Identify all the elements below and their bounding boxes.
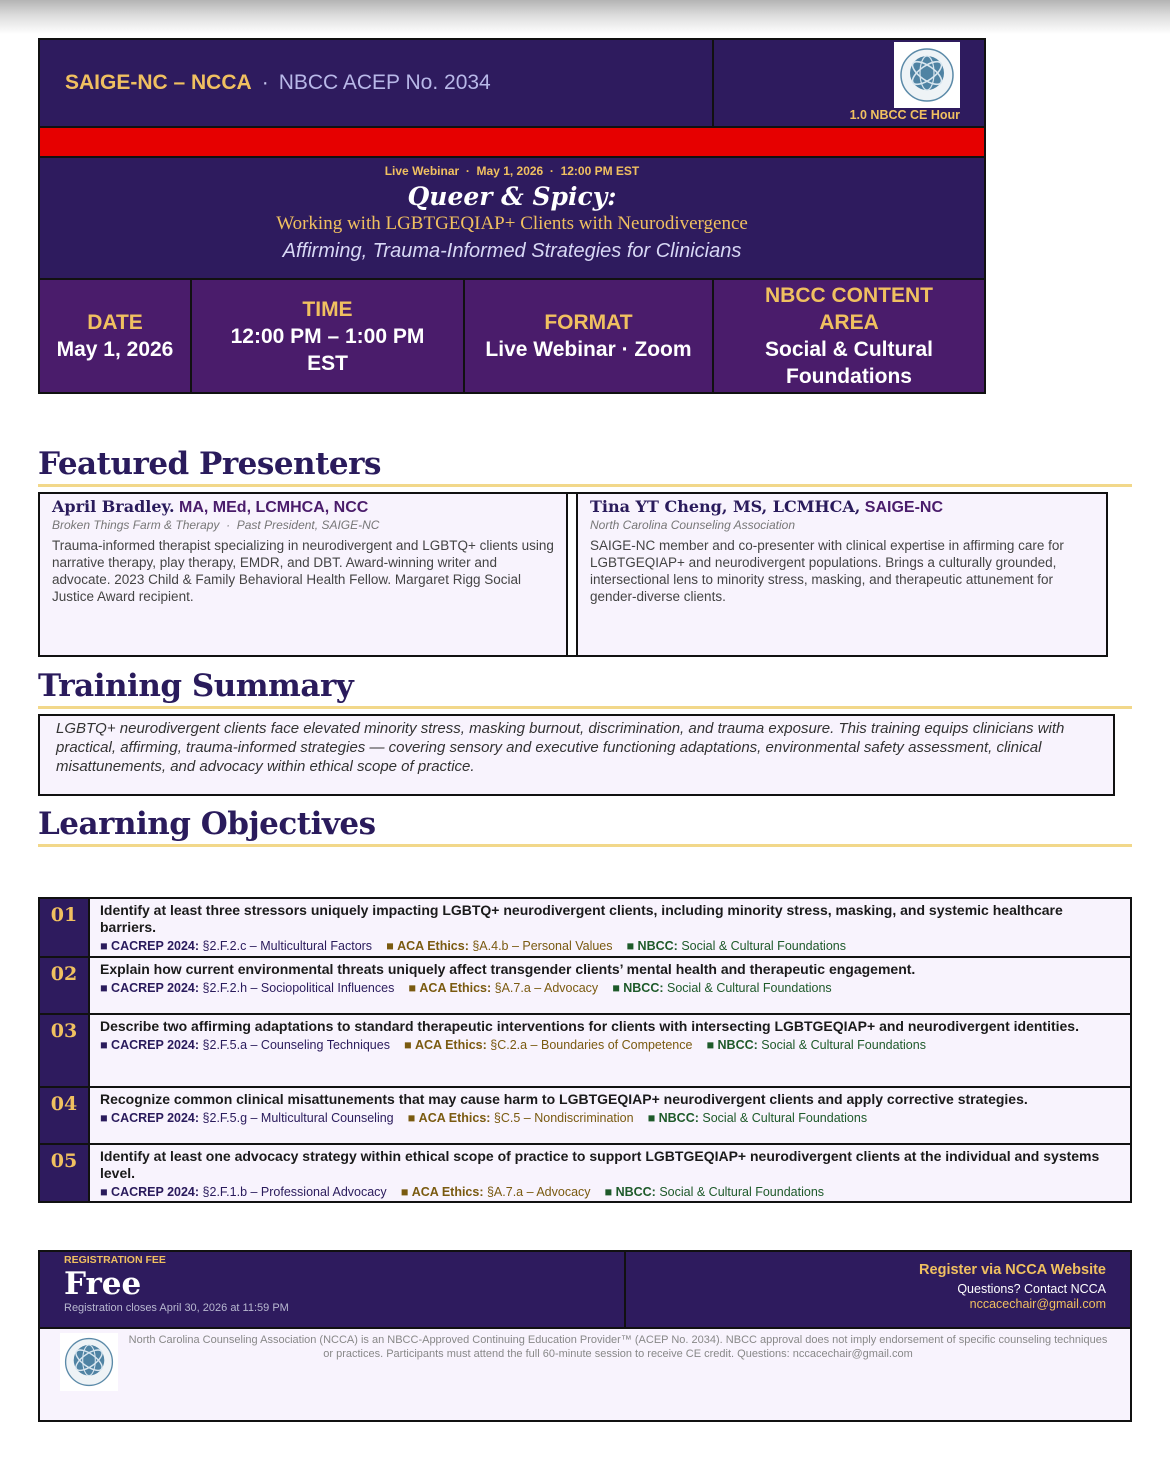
presenter-card <box>576 492 1108 657</box>
presenter-affiliation: Broken Things Farm & Therapy · Past President, SAIGE-NC <box>52 518 380 532</box>
event-header <box>38 38 986 394</box>
tag-nbcc <box>627 939 847 953</box>
registration-footer <box>38 1250 1132 1422</box>
presenter-bio: SAIGE-NC member and co-presenter with clinical expertise in affirming care for LGBTGEQIAP+ and neurodivergent populations. Brings a culturally grounded, intersectional lens to minority stress, masking, and therapeutic attunement for gender-diverse clients. <box>590 538 1064 604</box>
footer-top-row <box>40 1252 1130 1329</box>
event-tagline: Affirming, Trauma-Informed Strategies for Clinicians <box>282 240 742 262</box>
tag-label: NBCC: <box>637 939 678 953</box>
presenter-credentials: SAIGE-NC <box>864 499 944 516</box>
event-title: Queer & Spicy: <box>407 182 617 211</box>
tag-aca <box>401 1185 591 1199</box>
tag-aca <box>404 1038 693 1052</box>
objective-text: Recognize common clinical misattunements that may cause harm to LGBTGEQIAP+ neurodivergent clients and apply corrective strategies. <box>100 1091 1028 1107</box>
tag-label: ACA Ethics: <box>397 939 469 953</box>
bullet-icon: ■ <box>400 1185 409 1199</box>
objective-row <box>40 1088 1130 1145</box>
tag-cacrep <box>100 939 372 953</box>
footer-disclaimer-row <box>40 1329 1130 1420</box>
tag-value: Social & Cultural Foundations <box>659 1185 825 1199</box>
acep-number: NBCC ACEP No. 2034 <box>278 71 491 94</box>
bullet-icon: ■ <box>626 939 635 953</box>
tag-label: CACREP 2024: <box>111 939 200 953</box>
tag-label: ACA Ethics: <box>418 1111 491 1125</box>
objective-body <box>90 1088 1130 1143</box>
presenter-name <box>52 497 554 517</box>
tag-nbcc <box>648 1111 868 1125</box>
section-heading-presenters: Featured Presenters <box>38 446 1132 487</box>
objective-row <box>40 1145 1130 1203</box>
fee-value: Free <box>64 1266 142 1302</box>
tag-cacrep <box>100 1185 387 1199</box>
objective-number: 02 <box>40 958 90 1013</box>
objective-number: 03 <box>40 1015 90 1086</box>
section-heading-objectives: Learning Objectives <box>38 806 1132 847</box>
bullet-icon: ■ <box>386 939 394 953</box>
tag-value: §A.7.a – Advocacy <box>486 1185 591 1199</box>
tag-value: §2.F.1.b – Professional Advocacy <box>202 1185 387 1199</box>
info-label: DATE <box>87 311 143 334</box>
bullet-icon: ■ <box>706 1038 715 1052</box>
tag-cacrep <box>100 1038 390 1052</box>
bullet-icon: ■ <box>647 1111 656 1125</box>
info-label: FORMAT <box>544 311 633 334</box>
header-org-block <box>40 40 714 126</box>
tag-nbcc <box>612 981 832 995</box>
objective-text: Describe two affirming adaptations to standard therapeutic interventions for clients with intersecting LGBTGEQIAP+ and neurodivergent identities. <box>100 1018 1079 1034</box>
presenter-name <box>590 497 1094 517</box>
objective-number: 05 <box>40 1145 90 1201</box>
registration-deadline: Registration closes April 30, 2026 at 11:59 PM <box>64 1302 289 1314</box>
presenter-name-text: April Bradley. <box>52 497 175 516</box>
tag-label: ACA Ethics: <box>419 981 492 995</box>
objective-row <box>40 958 1130 1015</box>
section-heading-summary: Training Summary <box>38 668 1132 709</box>
objective-text: Identify at least three stressors uniquely impacting LGBTQ+ neurodivergent clients, including minority stress, masking, and systemic healthcare barriers. <box>100 902 1063 935</box>
objective-body <box>90 899 1130 956</box>
info-value: 12:00 PM – 1:00 PM EST <box>230 324 425 375</box>
register-link[interactable]: Register via NCCA Website <box>919 1262 1106 1278</box>
tag-label: CACREP 2024: <box>111 1038 200 1052</box>
info-value: Social & Cultural Foundations <box>764 338 934 388</box>
tag-label: CACREP 2024: <box>111 981 200 995</box>
bullet-icon: ■ <box>100 1038 108 1052</box>
info-label: TIME <box>302 297 353 321</box>
presenter-credentials: MA, MEd, LCMHCA, NCC <box>179 499 369 516</box>
tag-value: Social & Cultural Foundations <box>681 939 846 953</box>
tag-value: Social & Cultural Foundations <box>667 981 832 995</box>
bullet-icon: ■ <box>612 981 620 995</box>
info-content-area <box>714 280 984 392</box>
objective-row <box>40 899 1130 958</box>
tag-label: CACREP 2024: <box>111 1111 200 1125</box>
tag-value: §2.F.5.g – Multicultural Counseling <box>202 1111 394 1125</box>
info-time <box>192 280 465 392</box>
event-subtitle: Working with LGBTGEQIAP+ Clients with Neurodivergence <box>276 213 748 234</box>
fee-block <box>40 1252 626 1327</box>
tag-label: NBCC: <box>615 1185 656 1199</box>
presenter-name-text: Tina YT Cheng, MS, LCMHCA, <box>590 497 861 516</box>
fee-label: REGISTRATION FEE <box>64 1254 166 1266</box>
bullet-icon: ■ <box>403 1038 412 1052</box>
header-top-row <box>40 40 984 128</box>
tag-aca <box>408 981 598 995</box>
tag-value: §2.F.2.h – Sociopolitical Influences <box>202 981 395 995</box>
bullet-icon: ■ <box>408 981 416 995</box>
top-shadow <box>0 0 1170 34</box>
tag-cacrep <box>100 1111 394 1125</box>
objective-tags <box>100 1185 1120 1199</box>
presenter-bio: Trauma-informed therapist specializing in neurodivergent and LGBTQ+ clients using narrative therapy, play therapy, EMDR, and DBT. Award-winning writer and advocate. 2023 Child & Family Behavioral Health Fellow. Margaret Rigg Social Justice Award recipient. <box>52 538 554 604</box>
separator: · <box>261 71 269 94</box>
objective-tags <box>100 981 1120 995</box>
bullet-icon: ■ <box>604 1185 613 1199</box>
bullet-icon: ■ <box>100 939 108 953</box>
nbcc-logo-icon <box>60 1333 118 1391</box>
tag-aca <box>408 1111 634 1125</box>
objective-row <box>40 1015 1130 1088</box>
bullet-icon: ■ <box>100 981 108 995</box>
objective-body <box>90 1145 1130 1201</box>
presenter-card <box>38 492 568 657</box>
red-accent-bar <box>40 128 984 158</box>
tag-value: §2.F.2.c – Multicultural Factors <box>202 939 373 953</box>
bullet-icon: ■ <box>100 1111 108 1125</box>
tag-cacrep <box>100 981 394 995</box>
info-label: NBCC CONTENT AREA <box>765 284 933 334</box>
tag-nbcc <box>706 1038 926 1052</box>
contact-email-link[interactable]: nccacechair@gmail.com <box>969 1297 1106 1311</box>
objective-body <box>90 1015 1130 1086</box>
presenter-affiliation: North Carolina Counseling Association <box>590 518 795 532</box>
bullet-icon: ■ <box>100 1185 108 1199</box>
objective-text: Identify at least one advocacy strategy within ethical scope of practice to support LGBTGEQIAP+ neurodivergent clients at the individual and systems level. <box>100 1148 1100 1181</box>
objective-number: 01 <box>40 899 90 956</box>
register-block <box>626 1252 1130 1327</box>
objective-tags <box>100 1111 1120 1125</box>
tag-value: Social & Cultural Foundations <box>761 1038 926 1052</box>
ce-hour-label: 1.0 NBCC CE Hour <box>849 108 960 122</box>
tag-value: §2.F.5.a – Counseling Techniques <box>202 1038 390 1052</box>
contact-text: Questions? Contact NCCA <box>957 1282 1106 1296</box>
tag-value: §A.4.b – Personal Values <box>472 939 613 953</box>
tag-value: §A.7.a – Advocacy <box>494 981 599 995</box>
card-divider <box>568 492 576 657</box>
objective-tags <box>100 939 1120 953</box>
tag-label: NBCC: <box>717 1038 758 1052</box>
tag-aca <box>386 939 612 953</box>
training-summary: LGBTQ+ neurodivergent clients face elevated minority stress, masking burnout, discrimination, and trauma exposure. This training equips clinicians with practical, affirming, trauma-informed strategies — covering sensory and executive functioning adaptations, environmental safety assessment, clinical misattunements, and advocacy within ethical scope of practice. <box>38 714 1115 796</box>
tag-label: NBCC: <box>658 1111 699 1125</box>
tag-value: §C.5 – Nondiscrimination <box>493 1111 634 1125</box>
tag-label: CACREP 2024: <box>111 1185 200 1199</box>
objective-tags <box>100 1038 1120 1052</box>
presenters-row <box>38 492 1108 657</box>
tag-nbcc <box>605 1185 825 1199</box>
info-value: May 1, 2026 <box>56 338 174 361</box>
info-date <box>40 280 192 392</box>
info-value: Live Webinar · Zoom <box>485 338 692 361</box>
objectives-table <box>38 897 1132 1203</box>
org-name: SAIGE-NC – NCCA <box>65 71 252 94</box>
tag-value: Social & Cultural Foundations <box>702 1111 868 1125</box>
objective-body <box>90 958 1130 1013</box>
objective-number: 04 <box>40 1088 90 1143</box>
bullet-icon: ■ <box>407 1111 416 1125</box>
disclaimer-text: North Carolina Counseling Association (NCCA) is an NBCC-Approved Continuing Education Provider™ (ACEP No. 2034). NBCC approval does not imply endorsement of specific counseling techniques or practices. Participants must attend the full 60-minute session to receive CE credit. Questions: nccacechair@gmail.com <box>128 1334 1108 1360</box>
tag-label: ACA Ethics: <box>415 1038 487 1052</box>
info-format <box>465 280 714 392</box>
title-block <box>40 158 984 280</box>
header-badge-block <box>714 40 984 126</box>
event-meta: Live Webinar · May 1, 2026 · 12:00 PM EST <box>384 164 640 178</box>
nbcc-logo-icon <box>894 42 960 108</box>
objective-text: Explain how current environmental threats uniquely affect transgender clients’ mental health and therapeutic engagement. <box>100 961 916 977</box>
tag-label: NBCC: <box>623 981 664 995</box>
tag-value: §C.2.a – Boundaries of Competence <box>490 1038 693 1052</box>
tag-label: ACA Ethics: <box>411 1185 484 1199</box>
event-info-row <box>40 280 984 392</box>
